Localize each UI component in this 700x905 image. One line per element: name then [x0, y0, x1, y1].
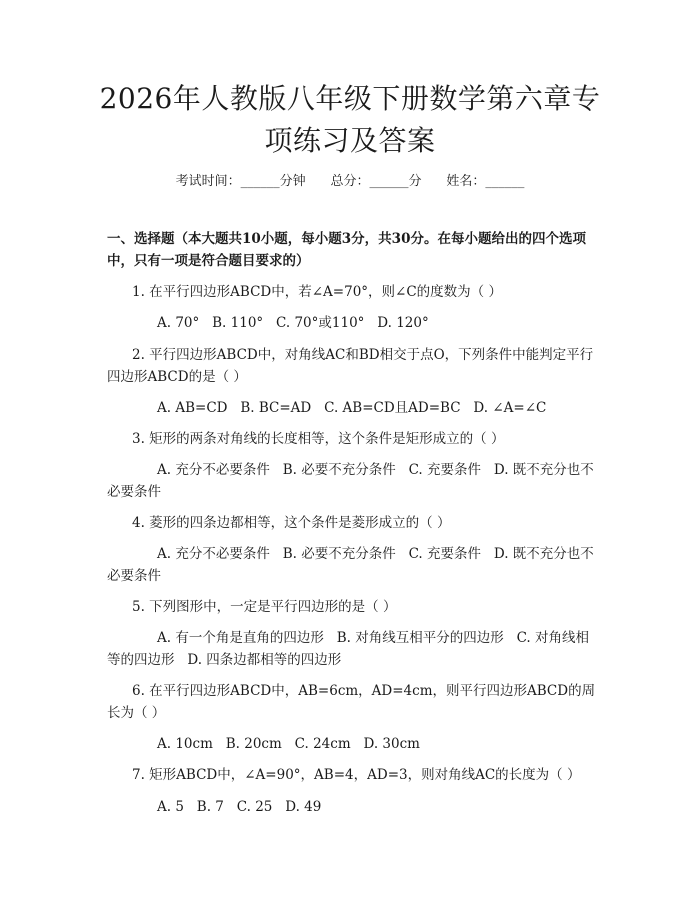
score-blank: ______ — [369, 174, 409, 189]
question-stem: 1. 在平行四边形ABCD中，若∠A=70°，则∠C的度数为（ ） — [132, 284, 502, 300]
question-5-options — [107, 627, 597, 671]
question-stem: 2. 平行四边形ABCD中，对角线AC和BD相交于点O，下列条件中能判定平行四边形ABCD的是（ ） — [107, 347, 594, 385]
question-2 — [107, 344, 597, 388]
options-text: A. 充分不必要条件 B. 必要不充分条件 C. 充要条件 D. 既不充分也不必要条件 — [107, 546, 594, 584]
name-label: 姓名： — [446, 174, 486, 189]
section-heading: 一、选择题（本大题共10小题，每小题3分，共30分。在每小题给出的四个选项中，只有一项是符合题目要求的） — [107, 231, 586, 269]
time-label: 考试时间： — [175, 174, 241, 189]
question-3-options — [107, 459, 597, 503]
options-text: A. 5 B. 7 C. 25 D. 49 — [157, 799, 322, 815]
document-title: 2026年人教版八年级下册数学第六章专项练习及答案 — [99, 82, 601, 157]
question-7-options — [107, 796, 597, 818]
question-3 — [107, 428, 597, 450]
question-1-options — [107, 312, 597, 334]
options-text: A. 70° B. 110° C. 70°或110° D. 120° — [157, 315, 429, 331]
time-blank: ______ — [240, 174, 280, 189]
options-text: A. 充分不必要条件 B. 必要不充分条件 C. 充要条件 D. 既不充分也不必要条件 — [107, 462, 594, 500]
question-7 — [107, 764, 597, 786]
options-text: A. 10cm B. 20cm C. 24cm D. 30cm — [157, 736, 420, 752]
question-stem: 7. 矩形ABCD中，∠A=90°，AB=4，AD=3，则对角线AC的长度为（ ） — [132, 767, 581, 783]
score-label: 总分： — [330, 174, 370, 189]
options-text: A. AB=CD B. BC=AD C. AB=CD且AD=BC D. ∠A=∠C — [157, 400, 547, 416]
question-1 — [107, 281, 597, 303]
question-stem: 6. 在平行四边形ABCD中，AB=6cm，AD=4cm，则平行四边形ABCD的周长为（ ） — [107, 683, 596, 721]
score-unit: 分 — [408, 174, 422, 189]
question-2-options — [107, 397, 597, 419]
options-text: A. 有一个角是直角的四边形 B. 对角线互相平分的四边形 C. 对角线相等的四边形 D. 四条边都相等的四边形 — [107, 630, 590, 668]
question-stem: 5. 下列图形中，一定是平行四边形的是（ ） — [132, 599, 397, 615]
question-4-options — [107, 543, 597, 587]
question-5 — [107, 596, 597, 618]
question-6-options — [107, 733, 597, 755]
name-blank: ______ — [485, 174, 525, 189]
time-unit: 分钟 — [279, 174, 306, 189]
question-4 — [107, 512, 597, 534]
question-stem: 3. 矩形的两条对角线的长度相等，这个条件是矩形成立的（ ） — [132, 431, 505, 447]
exam-info-line — [0, 170, 700, 189]
question-6 — [107, 680, 597, 724]
question-stem: 4. 菱形的四条边都相等，这个条件是菱形成立的（ ） — [132, 515, 451, 531]
